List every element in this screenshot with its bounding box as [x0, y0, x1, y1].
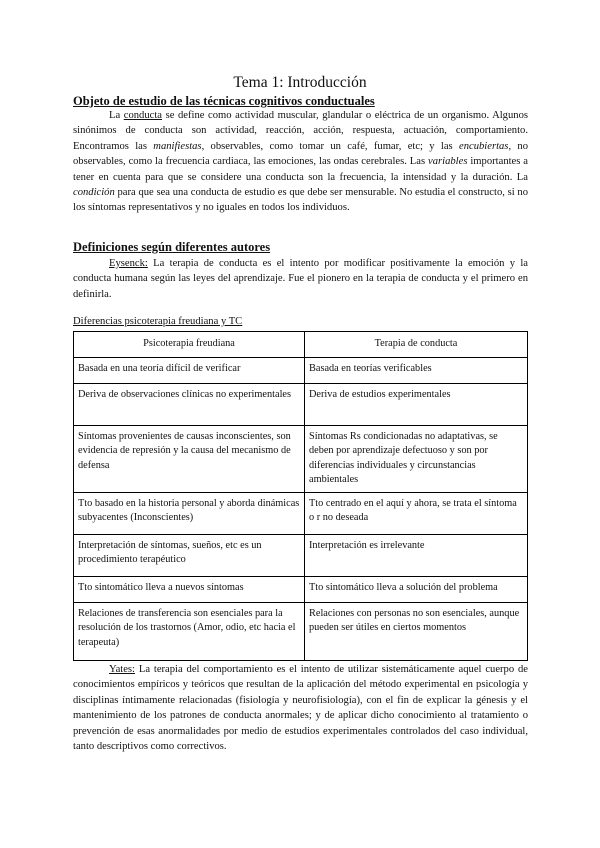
table-row	[74, 576, 528, 602]
table-cell: Basada en una teoría difícil de verificar	[74, 357, 305, 383]
comparison-table	[73, 331, 528, 661]
table-cell: Basada en teorías verificables	[305, 357, 528, 383]
table-header-row	[74, 332, 528, 358]
paragraph-yates: Yates: La terapia del comportamiento es el intento de utilizar sistemáticamente aquel cuerpo de conocimientos empíricos y teóricos que resultan de la aplicación del método experimental en psicología y disciplinas íntimamente relacionadas (fisiología y neurofisiología), con el fin de explicar la génesis y el mantenimiento de los patrones de conducta anormales; y de aplicar dicho conocimiento al tratamiento o prevención de esas anormalidades por medio de estudios experimentales controlados del caso individual, tanto descriptivos como correctivos.	[73, 664, 528, 753]
term-manifiestas: manifiestas	[153, 140, 202, 152]
table-row	[74, 383, 528, 425]
table-cell: Relaciones con personas no son esenciales, aunque pueden ser útiles en ciertos momentos	[305, 602, 528, 660]
table-row	[74, 534, 528, 576]
table-cell: Tto centrado en el aquí y ahora, se trata el síntoma o r no deseada	[305, 492, 528, 534]
table-cell: Interpretación de síntomas, sueños, etc es un procedimiento terapéutico	[74, 534, 305, 576]
table-row	[74, 602, 528, 660]
table-cell: Tto basado en la historia personal y aborda dinámicas subyacentes (Inconscientes)	[74, 492, 305, 534]
table-cell: Síntomas provenientes de causas inconscientes, son evidencia de represión y la causa del mecanismo de defensa	[74, 425, 305, 492]
table-row	[74, 357, 528, 383]
section-heading-definiciones: Definiciones según diferentes autores	[73, 240, 271, 254]
term-variables: variables	[428, 156, 468, 168]
term-condicion: condición	[73, 187, 115, 199]
table-cell: Síntomas Rs condicionadas no adaptativas, se deben por aprendizaje defectuoso y son por diferencias individuales y circunstancias ambientales	[305, 425, 528, 492]
table-cell: Deriva de estudios experimentales	[305, 383, 528, 425]
table-cell: Deriva de observaciones clínicas no experimentales	[74, 383, 305, 425]
author-yates: Yates:	[109, 664, 136, 675]
table-row	[74, 492, 528, 534]
page-title: Tema 1: Introducción	[233, 74, 367, 91]
table-cell: Tto sintomático lleva a nuevos síntomas	[74, 576, 305, 602]
section-heading-objeto: Objeto de estudio de las técnicas cognitivos conductuales	[73, 94, 375, 108]
author-eysenck: Eysenck:	[109, 258, 148, 269]
table-row	[74, 425, 528, 492]
table-cell: Tto sintomático lleva a solución del problema	[305, 576, 528, 602]
column-header-freudiana: Psicoterapia freudiana	[74, 332, 305, 358]
table-cell: Relaciones de transferencia son esenciales para la resolución de los trastornos (Amor, odio, etc hacia el terapeuta)	[74, 602, 305, 660]
paragraph-eysenck: Eysenck: La terapia de conducta es el intento por modificar positivamente la emoción y la conducta humana según las leyes del aprendizaje. Fue el pionero en la terapia de conducta y el primero en definirla.	[73, 258, 528, 300]
term-conducta: conducta	[123, 110, 163, 121]
table-caption: Diferencias psicoterapia freudiana y TC	[73, 316, 243, 327]
column-header-conducta: Terapia de conducta	[305, 332, 528, 358]
term-encubiertas: encubiertas	[459, 140, 509, 152]
table-cell: Interpretación es irrelevante	[305, 534, 528, 576]
paragraph-conducta: La conducta se define como actividad muscular, glandular o eléctrica de un organismo. Algunos sinónimos de conducta son actividad, reacción, acción, respuesta, actuación, comportamiento. Encontramos las manifiestas, observables, como tomar un café, fumar, etc; y las encubiertas, no observables, como la frecuencia cardiaca, las emociones, las ondas cerebrales. Las variables importantes a tener en cuenta para que se considere una conducta son la frecuencia, la intensidad y la duración. La condición para que sea una conducta de estudio es que debe ser mensurable. No estudia el constructo, si no los síntomas representativos y no iguales en todos los individuos.	[73, 110, 529, 214]
